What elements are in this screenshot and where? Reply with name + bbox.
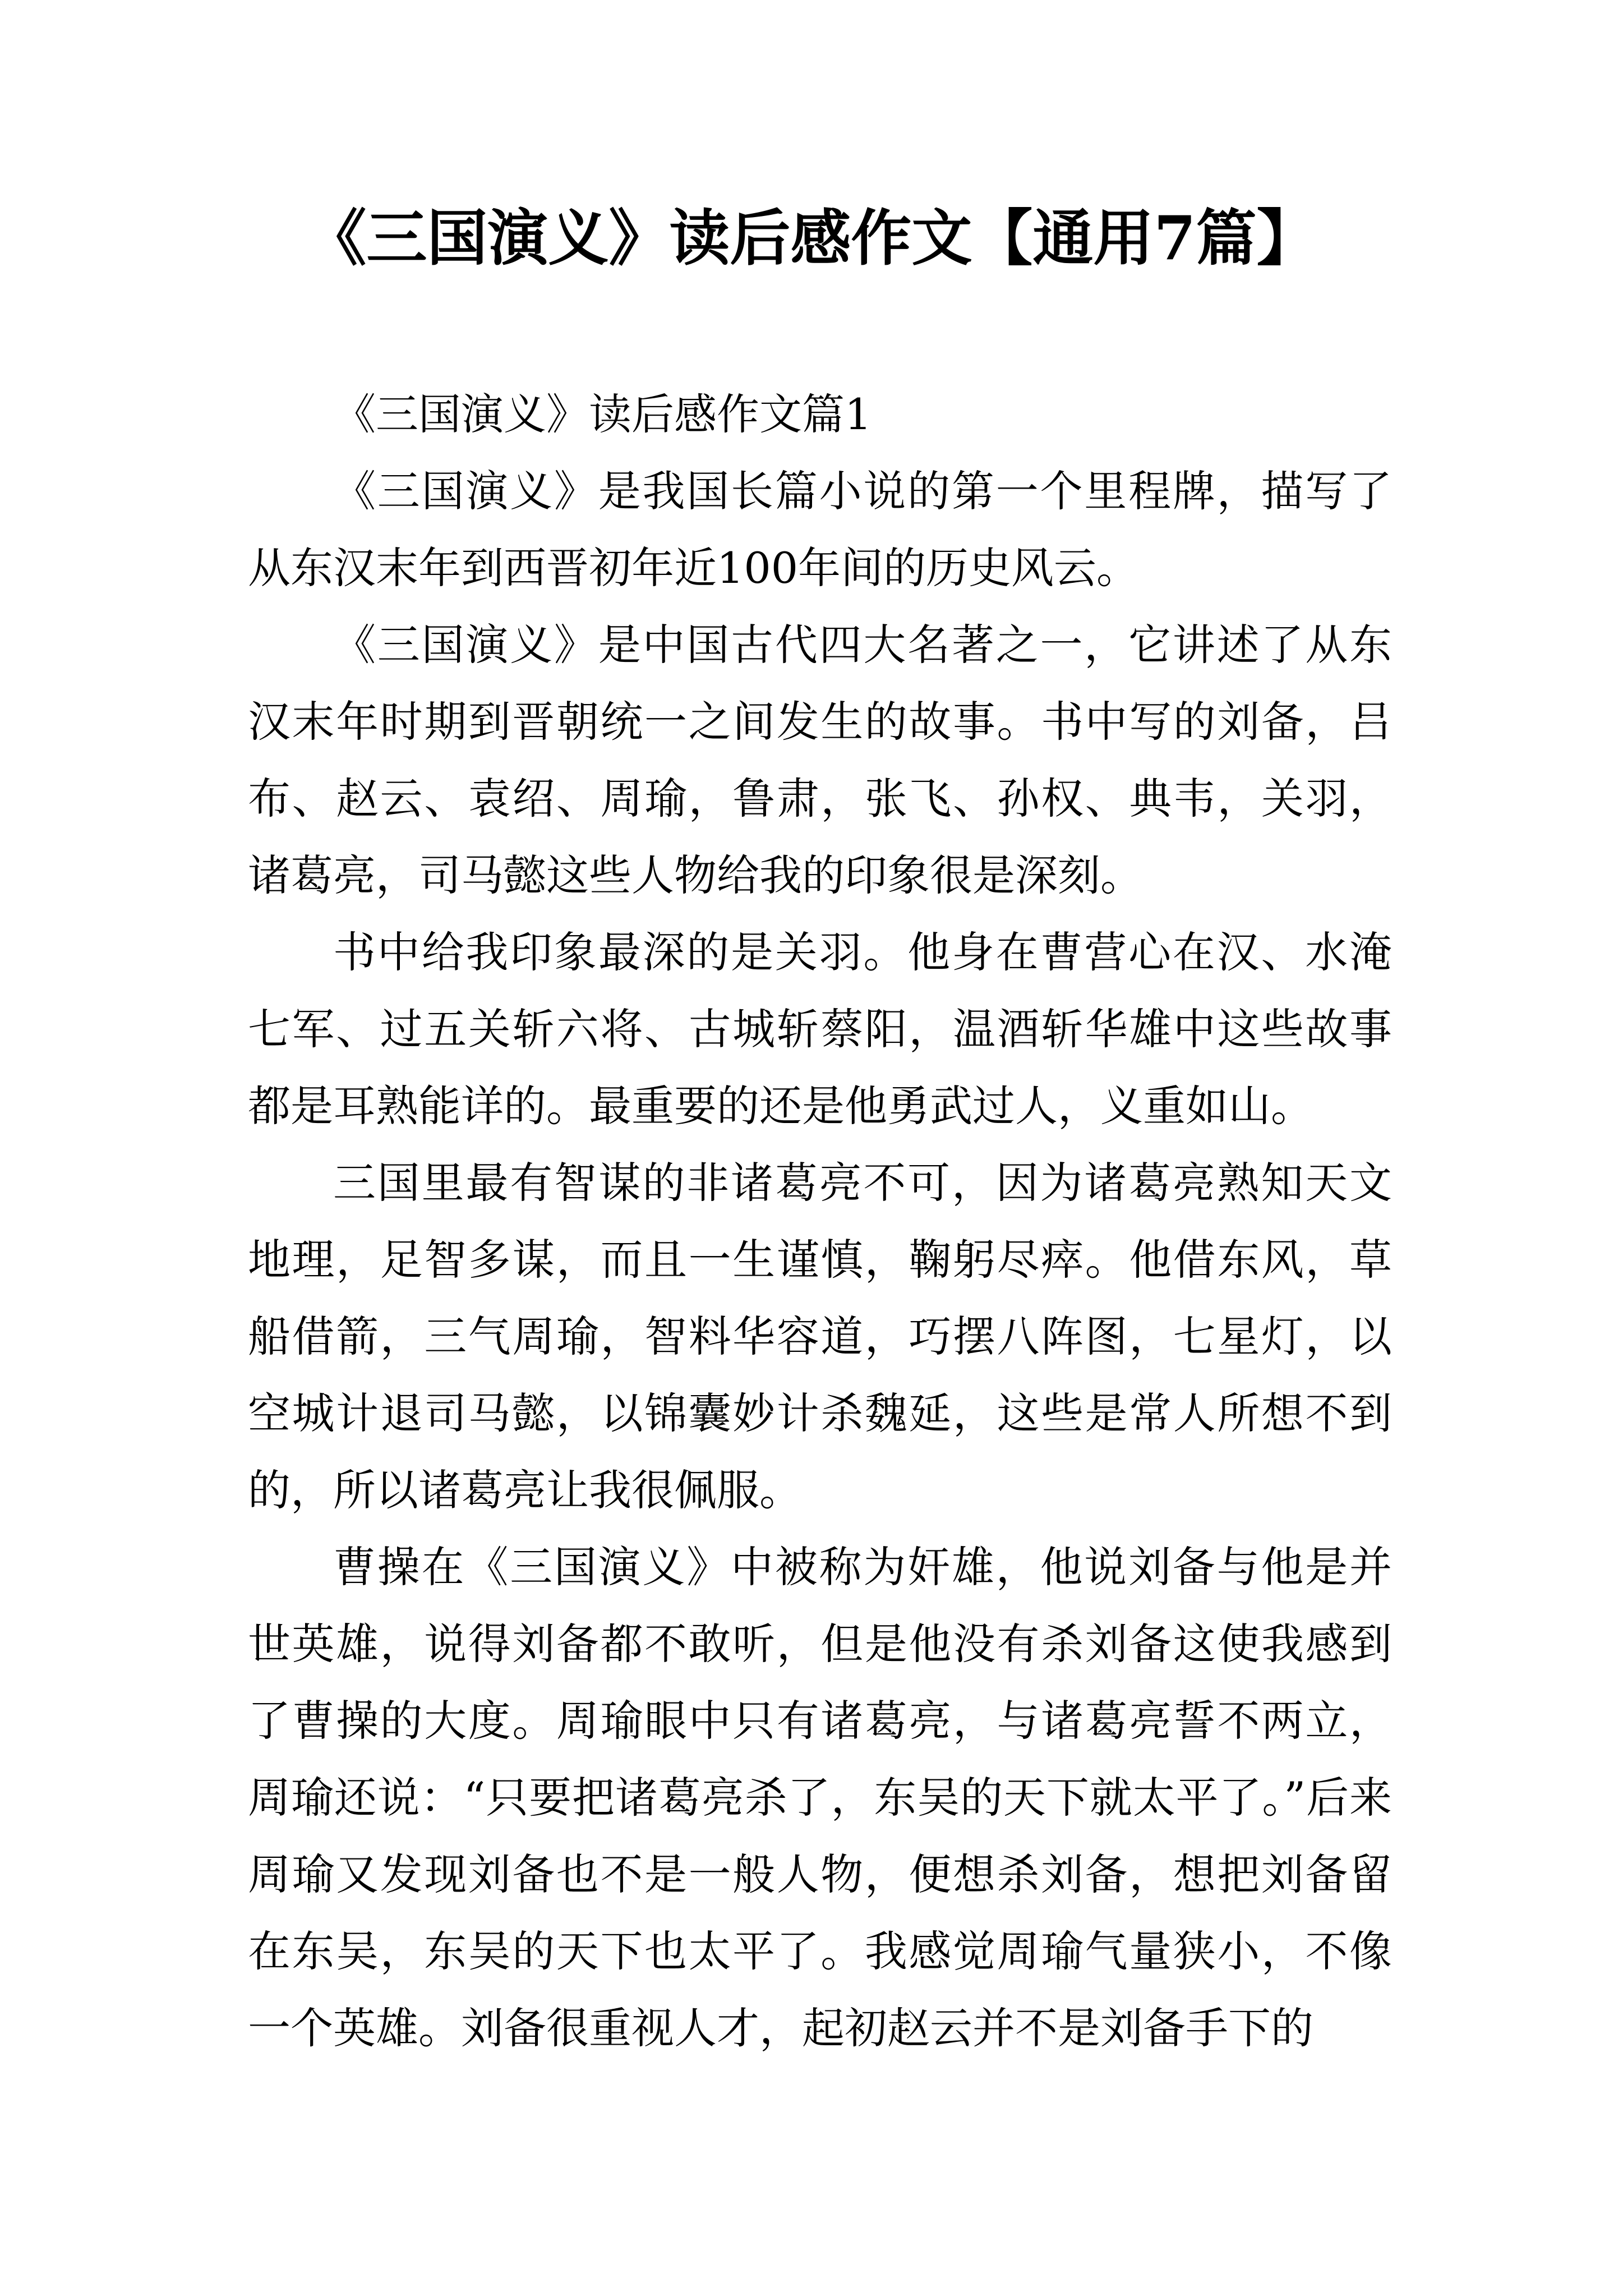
paragraph: 曹操在《三国演义》中被称为奸雄，他说刘备与他是并世英雄，说得刘备都不敢听，但是他没有杀刘备这使我感到了曹操的大度。周瑜眼中只有诸葛亮，与诸葛亮誓不两立，周瑜还说：“只要把诸葛亮杀了，东吴的天下就太平了。”后来周瑜又发现刘备也不是一般人物，便想杀刘备，想把刘备留在东吴，东吴的天下也太平了。我感觉周瑜气量狭小，不像一个英雄。刘备很重视人才，起初赵云并不是刘备手下的 (248, 1542, 1392, 2053)
paragraph: 《三国演义》是中国古代四大名著之一，它讲述了从东汉末年时期到晋朝统一之间发生的故事。书中写的刘备，吕布、赵云、袁绍、周瑜，鲁肃，张飞、孙权、典韦，关羽，诸葛亮，司马懿这些人物给我的印象很是深刻。 (248, 620, 1392, 900)
document-title: 《三国演义》读后感作文【通用7篇】 (306, 203, 1317, 274)
paragraph: 三国里最有智谋的非诸葛亮不可，因为诸葛亮熟知天文地理，足智多谋，而且一生谨慎，鞠躬尽瘁。他借东风，草船借箭，三气周瑜，智料华容道，巧摆八阵图，七星灯，以空城计退司马懿，以锦囊妙计杀魏延，这些是常人所想不到的，所以诸葛亮让我很佩服。 (248, 1158, 1392, 1515)
paragraph: 《三国演义》是我国长篇小说的第一个里程牌，描写了从东汉末年到西晋初年近100年间的历史风云。 (248, 466, 1392, 593)
section-heading: 《三国演义》读后感作文篇1 (333, 389, 872, 439)
document-body (248, 376, 1392, 2067)
paragraph: 书中给我印象最深的是关羽。他身在曹营心在汉、水淹七军、过五关斩六将、古城斩蔡阳，温酒斩华雄中这些故事都是耳熟能详的。最重要的还是他勇武过人，义重如山。 (248, 927, 1392, 1131)
